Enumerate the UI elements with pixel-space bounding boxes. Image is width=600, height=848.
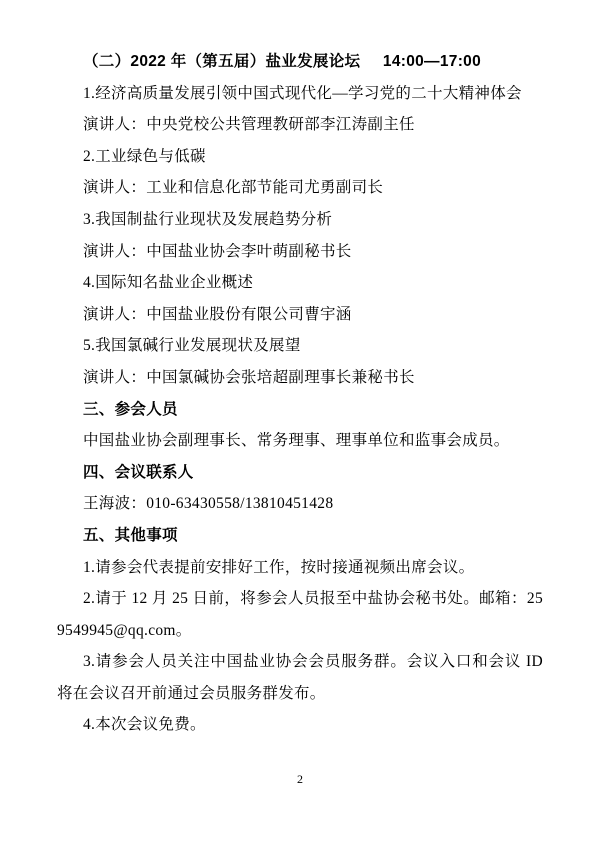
agenda-item-5-topic: 5.我国氯碱行业发展现状及展望 xyxy=(83,337,301,355)
forum-time: 14:00—17:00 xyxy=(382,53,481,70)
document-body xyxy=(57,46,543,741)
agenda-item-3-speaker: 演讲人：中国盐业协会李叶萌副秘书长 xyxy=(83,242,352,260)
page-number: 2 xyxy=(297,772,303,786)
agenda-item-2-speaker: 演讲人：工业和信息化部节能司尤勇副司长 xyxy=(83,179,384,197)
other-note-1: 1.请参会代表提前安排好工作，按时接通视频出席会议。 xyxy=(83,558,475,576)
section-heading-other: 五、其他事项 xyxy=(83,526,178,544)
agenda-item-1-topic: 1.经济高质量发展引领中国式现代化—学习党的二十大精神体会 xyxy=(83,84,522,102)
agenda-item-2-topic: 2.工业绿色与低碳 xyxy=(83,147,206,165)
forum-title xyxy=(57,46,543,78)
section-attendees-body: 中国盐业协会副理事长、常务理事、理事单位和监事会成员。 xyxy=(83,432,510,450)
other-note-3: 3.请参会人员关注中国盐业协会会员服务群。会议入口和会议 ID 将在会议召开前通过会员服务群发布。 xyxy=(57,653,543,702)
agenda-item-4-speaker: 演讲人：中国盐业股份有限公司曹宇涵 xyxy=(83,305,352,323)
section-heading-attendees: 三、参会人员 xyxy=(83,400,178,418)
other-note-4: 4.本次会议免费。 xyxy=(83,716,206,734)
agenda-item-3-topic: 3.我国制盐行业现状及发展趋势分析 xyxy=(83,210,333,228)
section-contact-body: 王海波：010-63430558/13810451428 xyxy=(83,495,334,513)
agenda-item-5-speaker: 演讲人：中国氯碱协会张培超副理事长兼秘书长 xyxy=(83,368,415,386)
agenda-item-4-topic: 4.国际知名盐业企业概述 xyxy=(83,274,254,292)
forum-title-text: （二）2022 年（第五届）盐业发展论坛 xyxy=(83,53,361,70)
agenda-item-1-speaker: 演讲人：中央党校公共管理教研部李江涛副主任 xyxy=(83,116,415,134)
section-heading-contact: 四、会议联系人 xyxy=(83,463,194,481)
other-note-2: 2.请于 12 月 25 日前，将参会人员报至中盐协会秘书处。邮箱：259549945@qq.com。 xyxy=(57,590,543,639)
